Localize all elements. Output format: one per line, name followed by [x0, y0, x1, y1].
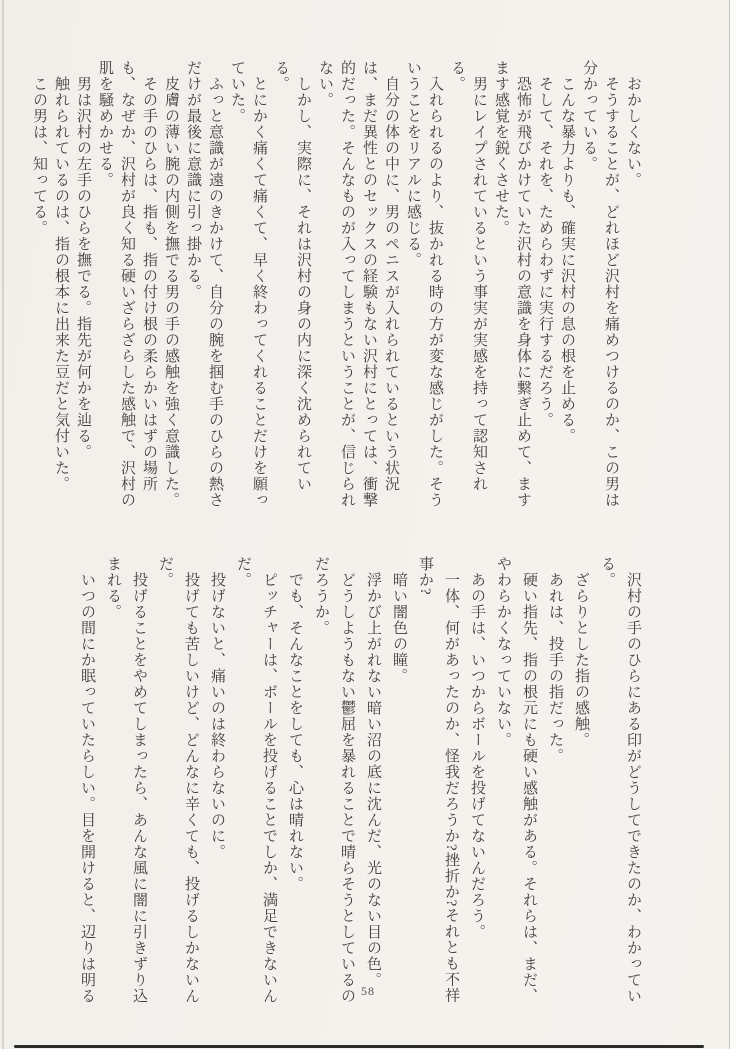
page-edge-left — [2, 0, 4, 1049]
paragraph: そして、それを、ためらわずに実行するだろう。 — [537, 76, 553, 428]
paragraph: 暗い闇色の瞳。 — [391, 572, 407, 684]
paragraph: 恐怖が飛びかけていた沢村の意識を身体に繋ぎ止めて、ますます感覚を鋭くさせた。 — [493, 60, 531, 508]
page-number: 58 — [361, 984, 375, 998]
paragraph: この男は、知ってる。 — [31, 76, 47, 236]
paragraph: 男にレイプされているという事実が実感を持って認知される。 — [449, 60, 487, 492]
paragraph: 硬い指先、指の根元にも硬い感触がある。それらは、まだ、やわらかくなっていない。 — [495, 556, 537, 1004]
paragraph: おかしくない。 — [625, 76, 641, 188]
paragraph: 一体、何があったのか、怪我だろうか?挫折か?それとも不祥事か? — [417, 556, 459, 1004]
paragraph: 投げないと、痛いのは終わらないのに。 — [209, 572, 225, 860]
paragraph: 入れられるのより、抜かれる時の方が変な感じがした。そういうことをリアルに感じる。 — [405, 60, 443, 508]
upper-text-block — [28, 60, 644, 512]
paragraph: 男は沢村の左手のひらを撫でる。指先が何かを辿る。 — [75, 76, 91, 460]
paragraph: とにかく痛くて痛くて、早く終わってくれることだけを願っていた。 — [229, 60, 267, 508]
paragraph: ピッチャーは、ボールを投げることでしか、満足できないんだ。 — [235, 556, 277, 1004]
lower-text-block — [74, 556, 646, 1008]
paragraph: 投げることをやめてしまったら、あんな風に闇に引きずり込まれる。 — [105, 556, 147, 1004]
scan-artifact-bottom-line — [14, 1045, 704, 1048]
paragraph: 皮膚の薄い腕の内側を撫でる男の手の感触を強く意識した。 — [163, 76, 179, 508]
paragraph: 自分の体の中に、男のペニスが入れられているという状況は、まだ異性とのセックスの経験もない沢村にとっては、衝撃的だった。そんなものが入ってしまうということが、信じられない。 — [317, 60, 399, 508]
paragraph: でも、そんなことをしても、心は晴れない。 — [287, 572, 303, 892]
paragraph: ざらりとした指の感触。 — [573, 572, 589, 748]
paragraph: しかし、実際に、それは沢村の身の内に深く沈められている。 — [273, 60, 311, 492]
paragraph: 浮かび上がれない暗い沼の底に沈んだ、光のない目の色。 — [365, 572, 381, 988]
paragraph: あれは、投手の指だった。 — [547, 572, 563, 764]
page-edge-right — [729, 0, 736, 1049]
paragraph: いつの間にか眠っていたらしい。目を開けると、辺りは明る — [79, 572, 95, 1004]
paragraph: ふっと意識が遠のきかけて、自分の腕を掴む手のひらの熱さだけが最後に意識に引っ掛かる。 — [185, 60, 223, 508]
paragraph: 沢村の手のひらにある印がどうしてできたのか、わかっている。 — [599, 556, 641, 1004]
paragraph: どうしようもない鬱屈を暴れることで晴らそうとしているのだろうか。 — [313, 556, 355, 1004]
paragraph: その手のひらは、指も、指の付け根の柔らかいはずの場所も、なぜか、沢村が良く知る硬いざらざらした感触で、沢村の肌を騒めかせる。 — [97, 60, 157, 508]
paragraph: 投げても苦しいけど、どんなに辛くても、投げるしかないんだ。 — [157, 556, 199, 1004]
paragraph: 触れられているのは、指の根本に出来た豆だと気付いた。 — [53, 76, 69, 492]
paragraph: そうすることが、どれほど沢村を痛めつけるのか、この男は分かっている。 — [581, 60, 619, 508]
paragraph: こんな暴力よりも、確実に沢村の息の根を止める。 — [559, 76, 575, 444]
paragraph: あの手は、いつからボールを投げてないんだろう。 — [469, 572, 485, 940]
